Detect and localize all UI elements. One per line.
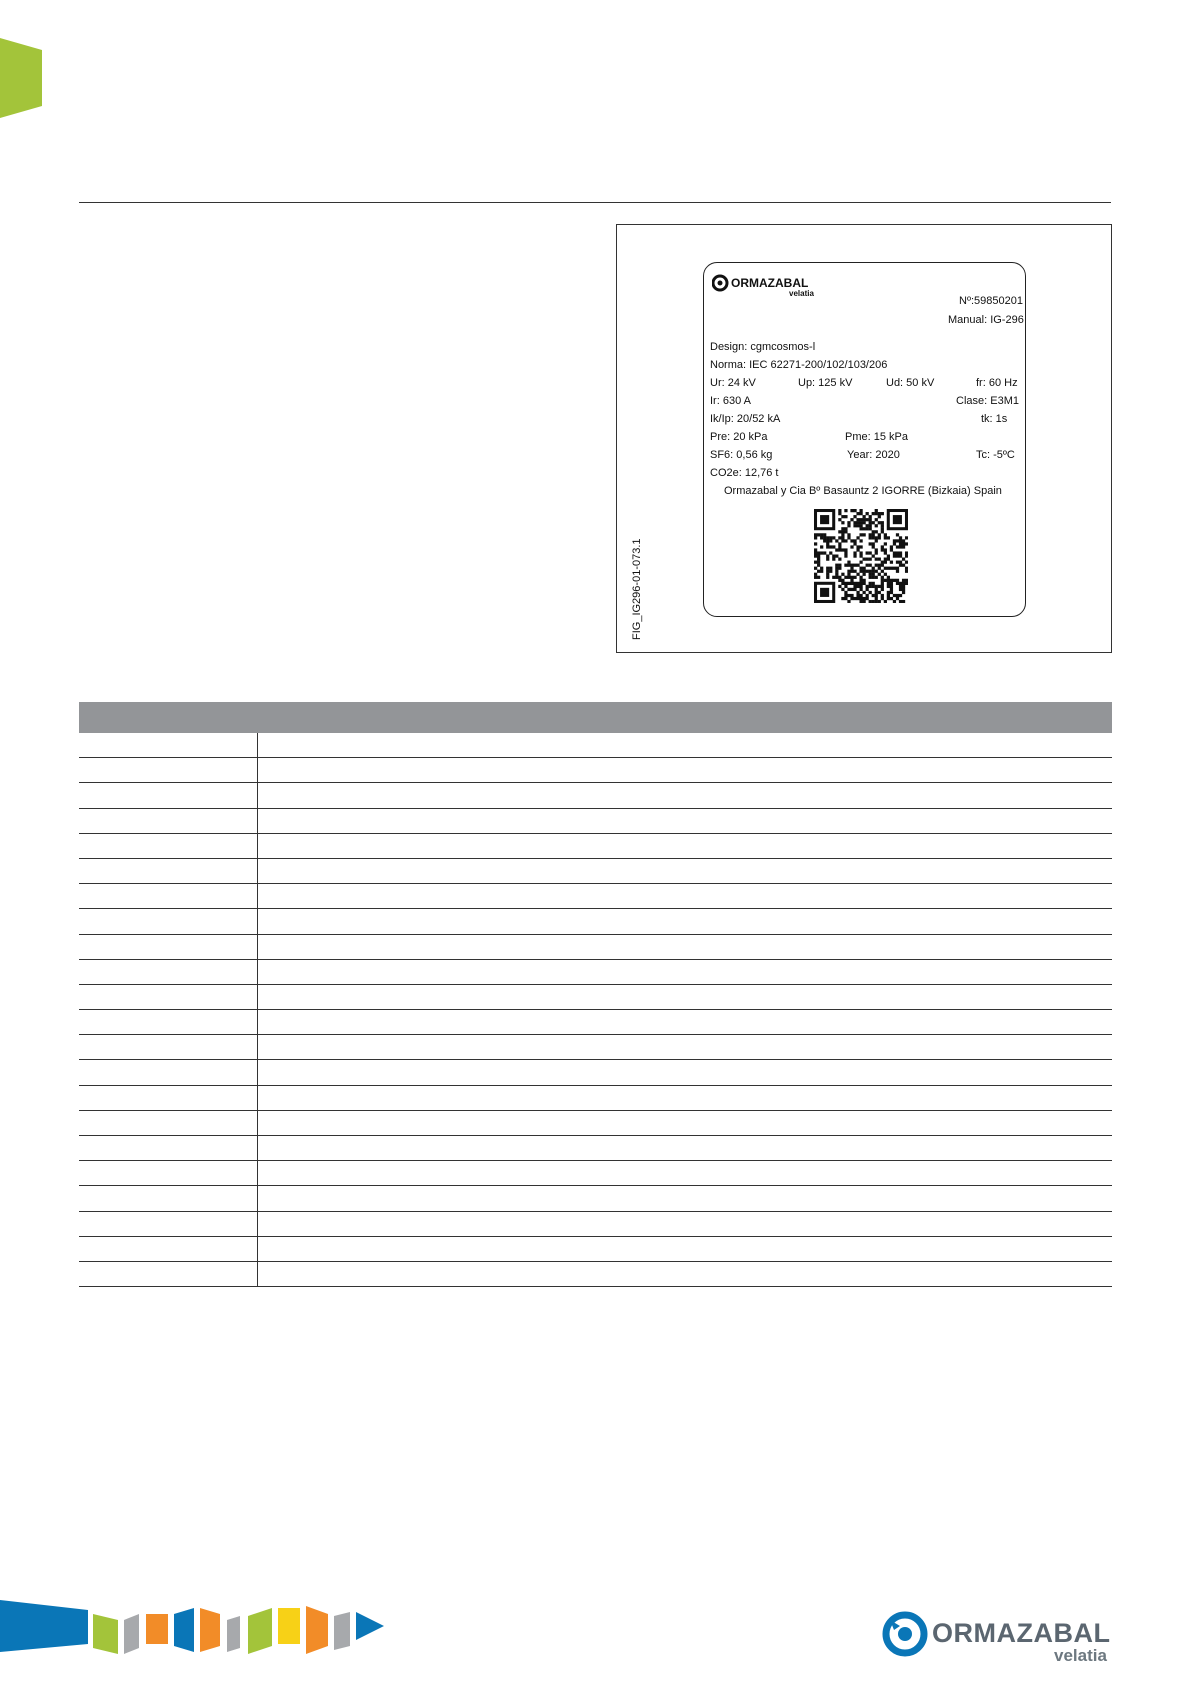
table-cell-value	[258, 834, 1112, 858]
table-cell-value	[258, 1136, 1112, 1160]
ud-field: Ud: 50 kV	[886, 377, 935, 389]
table-row	[79, 960, 1112, 985]
table-row	[79, 1035, 1112, 1060]
up-field: Up: 125 kV	[798, 377, 853, 389]
table-cell-label	[79, 1060, 258, 1084]
ormazabal-logo	[712, 271, 822, 299]
table-row	[79, 1161, 1112, 1186]
manual-ref: Manual: IG-296	[948, 314, 1024, 326]
table-cell-label	[79, 985, 258, 1009]
table-row	[79, 1136, 1112, 1161]
table-cell-label	[79, 935, 258, 959]
table-cell-value	[258, 1010, 1112, 1034]
svg-text:velatia: velatia	[789, 289, 814, 298]
table-cell-label	[79, 1212, 258, 1236]
table-row	[79, 909, 1112, 934]
table-row	[79, 1111, 1112, 1136]
tk-field: tk: 1s	[981, 413, 1008, 425]
clase-field: Clase: E3M1	[956, 395, 1019, 407]
table-cell-value	[258, 1035, 1112, 1059]
co2e-field: CO2e: 12,76 t	[710, 467, 779, 479]
specification-table	[79, 702, 1112, 1287]
table-cell-value	[258, 909, 1112, 933]
table-cell-label	[79, 884, 258, 908]
serial-number: Nº:59850201	[959, 295, 1023, 307]
table-cell-value	[258, 783, 1112, 807]
table-cell-label	[79, 783, 258, 807]
corner-tab-decoration	[0, 38, 42, 118]
norma-field: Norma: IEC 62271-200/102/103/206	[710, 359, 888, 371]
table-cell-label	[79, 1136, 258, 1160]
sf6-field: SF6: 0,56 kg	[710, 449, 773, 461]
table-row	[79, 1237, 1112, 1262]
table-row	[79, 1086, 1112, 1111]
pre-field: Pre: 20 kPa	[710, 431, 768, 443]
table-cell-value	[258, 884, 1112, 908]
table-cell-label	[79, 1086, 258, 1110]
table-body	[79, 733, 1112, 1287]
table-row	[79, 1010, 1112, 1035]
ur-field: Ur: 24 kV	[710, 377, 756, 389]
table-row	[79, 1212, 1112, 1237]
table-cell-value	[258, 1237, 1112, 1261]
table-row	[79, 758, 1112, 783]
table-cell-value	[258, 985, 1112, 1009]
year-field: Year: 2020	[847, 449, 900, 461]
table-cell-label	[79, 909, 258, 933]
table-cell-value	[258, 960, 1112, 984]
table-row	[79, 935, 1112, 960]
table-header	[79, 702, 1112, 733]
table-cell-label	[79, 859, 258, 883]
table-cell-value	[258, 1086, 1112, 1110]
table-cell-label	[79, 1010, 258, 1034]
header-rule	[79, 202, 1111, 203]
table-row	[79, 733, 1112, 758]
figure-frame	[616, 224, 1112, 653]
table-cell-label	[79, 834, 258, 858]
table-cell-label	[79, 1035, 258, 1059]
table-cell-value	[258, 809, 1112, 833]
ik-ip-field: Ik/Ip: 20/52 kA	[710, 413, 781, 425]
table-row	[79, 859, 1112, 884]
footer-brand-sub: velatia	[1054, 1646, 1107, 1665]
table-cell-label	[79, 758, 258, 782]
table-cell-value	[258, 733, 1112, 757]
footer-band-decoration	[0, 1600, 390, 1660]
table-row	[79, 1186, 1112, 1211]
table-row	[79, 1262, 1112, 1287]
footer-brand-name: ORMAZABAL	[932, 1618, 1111, 1648]
table-row	[79, 1060, 1112, 1085]
table-row	[79, 834, 1112, 859]
table-cell-label	[79, 733, 258, 757]
table-cell-value	[258, 1111, 1112, 1135]
table-row	[79, 783, 1112, 808]
table-row	[79, 884, 1112, 909]
figure-caption: FIG_IG296-01-073.1	[631, 538, 643, 640]
table-cell-value	[258, 859, 1112, 883]
table-cell-label	[79, 1111, 258, 1135]
manufacturer-address: Ormazabal y Cia Bº Basauntz 2 IGORRE (Bizkaia) Spain	[724, 485, 1002, 497]
table-cell-label	[79, 960, 258, 984]
table-cell-value	[258, 1161, 1112, 1185]
table-cell-value	[258, 1262, 1112, 1286]
tc-field: Tc: -5ºC	[976, 449, 1015, 461]
table-cell-value	[258, 935, 1112, 959]
table-cell-label	[79, 1262, 258, 1286]
fr-field: fr: 60 Hz	[976, 377, 1018, 389]
table-row	[79, 985, 1112, 1010]
table-cell-value	[258, 1186, 1112, 1210]
table-cell-label	[79, 1161, 258, 1185]
table-cell-label	[79, 1237, 258, 1261]
table-cell-label	[79, 1186, 258, 1210]
svg-text:ORMAZABAL: ORMAZABAL	[731, 276, 809, 290]
table-cell-value	[258, 1212, 1112, 1236]
qr-code-icon	[814, 509, 908, 603]
table-row	[79, 809, 1112, 834]
table-cell-label	[79, 809, 258, 833]
design-field: Design: cgmcosmos-l	[710, 341, 816, 353]
pme-field: Pme: 15 kPa	[845, 431, 908, 443]
rating-nameplate	[703, 262, 1026, 617]
table-cell-value	[258, 758, 1112, 782]
table-cell-value	[258, 1060, 1112, 1084]
ir-field: Ir: 630 A	[710, 395, 751, 407]
